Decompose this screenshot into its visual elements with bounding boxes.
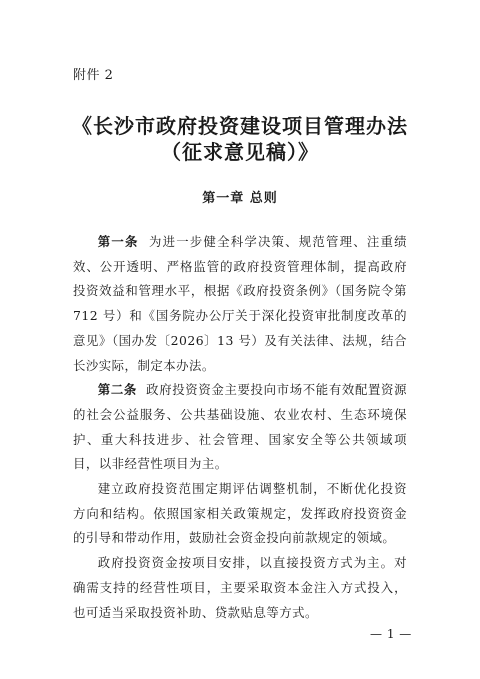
article-paragraph-1 xyxy=(73,230,407,378)
article-text-4: 政府投资资金按项目安排，以直接投资方式为主。对确需支持的经营性项目，主要采取资本金注入方式投入，也可适当采取投资补助、贷款贴息等方式。 xyxy=(73,555,407,620)
document-body xyxy=(73,230,407,625)
article-text-2: 政府投资资金主要投向市场不能有效配置资源的社会公益服务、公共基础设施、农业农村、生态环境保护、重大科技进步、社会管理、国家安全等公共领域项目，以非经营性项目为主。 xyxy=(73,382,407,472)
document-title-line-2: （征求意见稿）》 xyxy=(161,140,319,164)
chapter-heading: 第一章 总则 xyxy=(202,191,278,206)
document-title-line-1: 《长沙市政府投资建设项目管理办法 xyxy=(72,114,408,138)
article-text-1: 为进一步健全科学决策、规范管理、注重绩效、公开透明、严格监管的政府投资管理体制，提高政府投资效益和管理水平，根据《政府投资条例》（国务院令第 712 号）和《国务院办公厅关于深化投资审批制度改革的意见》（国办发〔2026〕13 号）及有关法律、法规，结合长沙实际，制定本办法。 xyxy=(73,234,408,373)
article-text-3: 建立政府投资范围定期评估调整机制，不断优化投资方向和结构。依照国家相关政策规定，发挥政府投资资金的引导和带动作用，鼓励社会资金投向前款规定的领域。 xyxy=(73,481,407,546)
article-paragraph-2 xyxy=(73,378,407,477)
article-paragraph-4 xyxy=(73,551,407,625)
attachment-label: 附件 2 xyxy=(73,68,114,83)
article-label-2: 第二条 xyxy=(97,382,137,398)
page-number: — 1 — xyxy=(370,627,412,641)
article-label-1: 第一条 xyxy=(97,234,139,249)
article-paragraph-3 xyxy=(73,477,407,551)
